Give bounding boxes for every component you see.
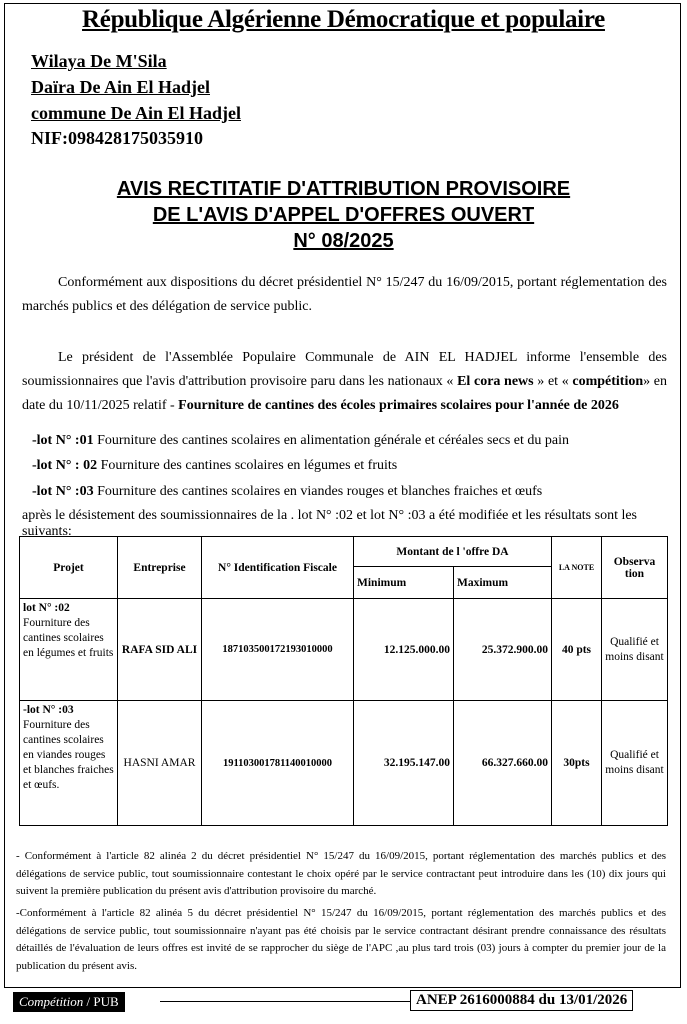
row-lot-label: lot N° :02	[23, 602, 70, 614]
lot-text: Fourniture des cantines scolaires en légumes et fruits	[97, 458, 398, 473]
page-title: République Algérienne Démocratique et populaire	[82, 6, 605, 33]
announcement-text-a: Le président de l'Assemblée Populaire Communale de AIN EL HADJEL informe l'ensemble des soumissionnaires que l'avis d'attribution provisoire paru dans les nationaux «	[22, 350, 667, 389]
cell-observation: Qualifié et moins disant	[602, 701, 668, 826]
footer-divider	[160, 1001, 410, 1002]
daira-line: Daïra De Ain El Hadjel	[31, 77, 210, 97]
col-header-entreprise: Entreprise	[118, 537, 202, 599]
lot-text: Fourniture des cantines scolaires en viandes rouges et blanches fraiches et œufs	[93, 484, 543, 499]
col-header-maximum: Maximum	[454, 567, 552, 599]
announcement-paragraph	[22, 346, 667, 418]
col-header-nif: N° Identification Fiscale	[202, 537, 354, 599]
cell-minimum: 32.195.147.00	[354, 701, 454, 826]
lot-label: -lot N° :03	[32, 484, 94, 499]
publication-tag	[13, 992, 125, 1012]
newspaper-1: El cora news	[457, 374, 534, 389]
lot-item-1	[32, 430, 569, 452]
col-header-note: LA NOTE	[552, 537, 602, 599]
announcement-text-b: » et «	[533, 374, 573, 389]
table-row	[20, 599, 668, 701]
cell-observation: Qualifié et moins disant	[602, 599, 668, 701]
cell-minimum: 12.125.000.00	[354, 599, 454, 701]
lot-text: Fourniture des cantines scolaires en alimentation générale et céréales secs et du pain	[93, 433, 570, 448]
results-intro: après le désistement des soumissionnaires de la . lot N° :02 et lot N° :03 a été modifiée et les résultats sont les suivants:	[22, 508, 638, 539]
nif-line: NIF:098428175035910	[31, 128, 203, 148]
cell-projet	[20, 599, 118, 701]
avis-number: N° 08/2025	[293, 230, 394, 252]
cell-note: 30pts	[552, 701, 602, 826]
lot-item-3	[32, 481, 542, 503]
col-header-montant: Montant de l 'offre DA	[354, 537, 552, 567]
avis-title-line2: DE L'AVIS D'APPEL D'OFFRES OUVERT	[152, 204, 535, 226]
cell-entreprise: HASNI AMAR	[118, 701, 202, 826]
anep-reference: ANEP 2616000884 du 13/01/2026	[410, 990, 633, 1011]
col-header-projet: Projet	[20, 537, 118, 599]
legal-note-1: - Conformément à l'article 82 alinéa 2 du décret présidentiel N° 15/247 du 16/09/2015, portant réglementation des marchés publics et des délégations de service public, tout soumissionnaire contestant le choix opéré par le service contractant peut introduire dans les (10) dix jours qui suivent la première publication du présent avis d'attribution provisoire du marché.	[16, 850, 666, 897]
commune-line: commune De Ain El Hadjel	[31, 103, 241, 123]
cell-maximum: 25.372.900.00	[454, 599, 552, 701]
cell-note: 40 pts	[552, 599, 602, 701]
lot-label: -lot N° :01	[32, 433, 94, 448]
avis-title-line1: AVIS RECTITATIF D'ATTRIBUTION PROVISOIRE	[116, 178, 571, 200]
announcement-text-c: » en date du 10/11/2025 relatif -	[22, 374, 667, 413]
wilaya-line: Wilaya De M'Sila	[31, 51, 167, 71]
table-row	[20, 701, 668, 826]
cell-nif: 191103001781140010000	[202, 701, 354, 826]
publication-suffix: / PUB	[83, 994, 119, 1009]
cell-nif: 187103500172193010000	[202, 599, 354, 701]
results-table	[19, 536, 668, 826]
intro-paragraph: Conformément aux dispositions du décret présidentiel N° 15/247 du 16/09/2015, portant réglementation des marchés publics et des délégation de service public.	[22, 275, 667, 314]
subject-text: Fourniture de cantines des écoles primaires scolaires pour l'année de 2026	[178, 398, 619, 413]
row-lot-desc: Fourniture des cantines scolaires en légumes et fruits	[23, 617, 114, 659]
row-lot-label: -lot N° :03	[23, 704, 74, 716]
lot-item-2	[32, 455, 397, 477]
publication-name: Compétition	[19, 994, 84, 1009]
legal-note-2: -Conformément à l'article 82 alinéa 5 du décret présidentiel N° 15/247 du 16/09/2015, portant réglementation des marchés publics et des délégations de service public, tout soumissionnaire n'ayant pas été choisis par le service contractant désirant prendre connaissance des résultats détaillés de l'évaluation de leurs offres est invité de se rapprocher du siège de l'APC ,au plus tard trois (03) jours à compter du premier jour de la publication du présent avis.	[16, 907, 666, 972]
cell-entreprise: RAFA SID ALI	[118, 599, 202, 701]
col-header-minimum: Minimum	[354, 567, 454, 599]
col-header-observation: Observa tion	[602, 537, 668, 599]
row-lot-desc: Fourniture des cantines scolaires en viandes rouges et blanches fraiches et œufs.	[23, 719, 114, 791]
newspaper-2: compétition	[572, 374, 644, 389]
cell-projet	[20, 701, 118, 826]
lot-label: -lot N° : 02	[32, 458, 98, 473]
cell-maximum: 66.327.660.00	[454, 701, 552, 826]
